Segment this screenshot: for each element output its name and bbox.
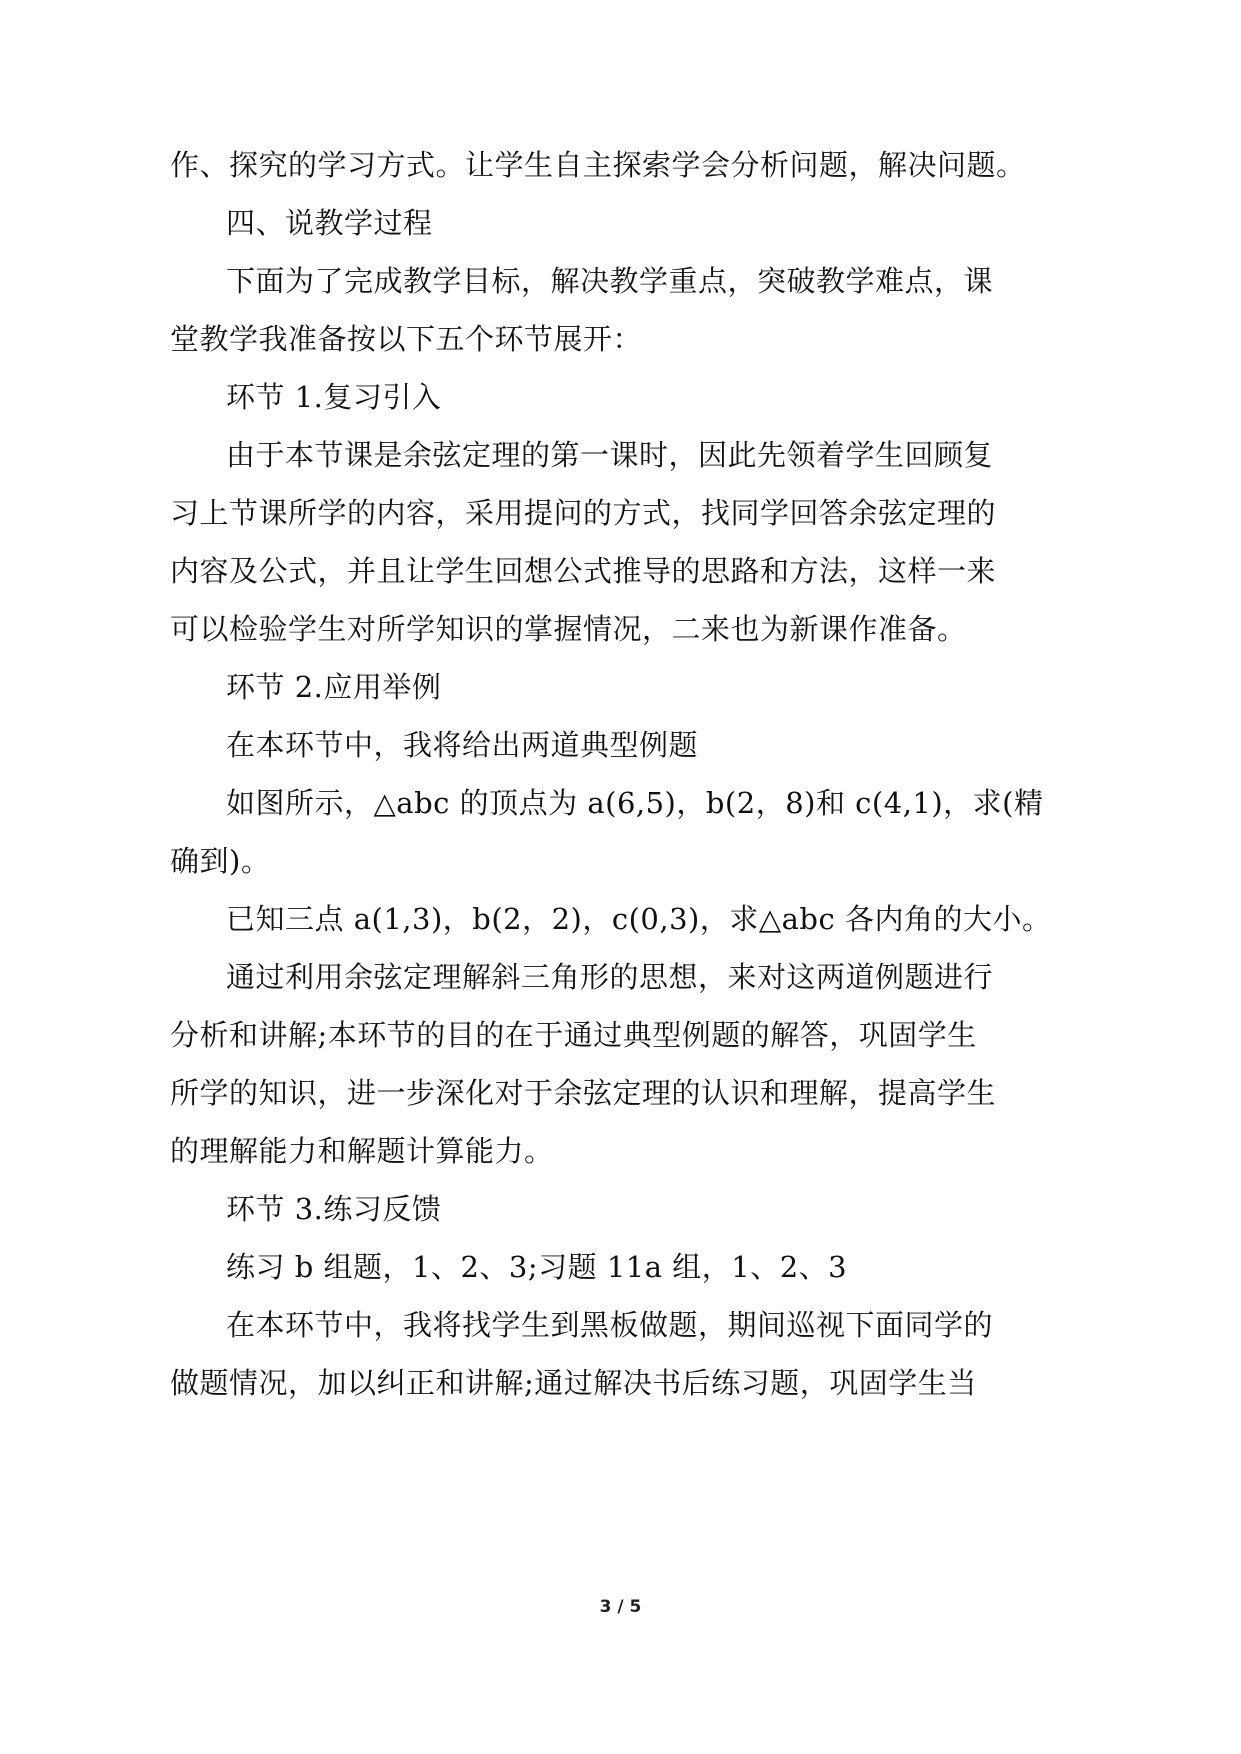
text-line-17: 所学的知识，进一步深化对于余弦定理的认识和理解，提高学生 (170, 1076, 997, 1110)
text-line-9: 可以检验学生对所学知识的掌握情况，二来也为新课作准备。 (170, 612, 967, 646)
subheading-step-1: 环节 1.复习引入 (226, 380, 442, 414)
page-number: 3 / 5 (599, 1597, 642, 1617)
text-line-22: 做题情况，加以纠正和讲解;通过解决书后练习题，巩固学生当 (170, 1366, 977, 1400)
text-line-11: 在本环节中，我将给出两道典型例题 (226, 728, 699, 762)
subheading-step-2: 环节 2.应用举例 (226, 670, 442, 704)
text-line-21: 在本环节中，我将找学生到黑板做题，期间巡视下面同学的 (226, 1308, 994, 1342)
text-line-3: 下面为了完成教学目标，解决教学重点，突破教学难点，课 (226, 264, 994, 298)
text-line-12: 如图所示，△abc 的顶点为 a(6,5)，b(2，8)和 c(4,1)，求(精 (226, 786, 1044, 820)
text-line-13: 确到)。 (170, 844, 271, 878)
text-line-7: 习上节课所学的内容，采用提问的方式，找同学回答余弦定理的 (170, 496, 997, 530)
section-heading-teaching-process: 四、说教学过程 (226, 206, 433, 240)
subheading-step-3: 环节 3.练习反馈 (226, 1192, 442, 1226)
text-line-8: 内容及公式，并且让学生回想公式推导的思路和方法，这样一来 (170, 554, 997, 588)
text-line-20: 练习 b 组题，1、2、3;习题 11a 组，1、2、3 (226, 1250, 848, 1284)
text-line-4: 堂教学我准备按以下五个环节展开： (170, 322, 643, 356)
text-line-6: 由于本节课是余弦定理的第一课时，因此先领着学生回顾复 (226, 438, 994, 472)
text-line-18: 的理解能力和解题计算能力。 (170, 1134, 554, 1168)
text-line-16: 分析和讲解;本环节的目的在于通过典型例题的解答，巩固学生 (170, 1018, 977, 1052)
text-line-1: 作、探究的学习方式。让学生自主探索学会分析问题，解决问题。 (170, 148, 1026, 182)
text-line-15: 通过利用余弦定理解斜三角形的思想，来对这两道例题进行 (226, 960, 994, 994)
text-line-14: 已知三点 a(1,3)，b(2，2)，c(0,3)，求△abc 各内角的大小。 (226, 902, 1052, 936)
